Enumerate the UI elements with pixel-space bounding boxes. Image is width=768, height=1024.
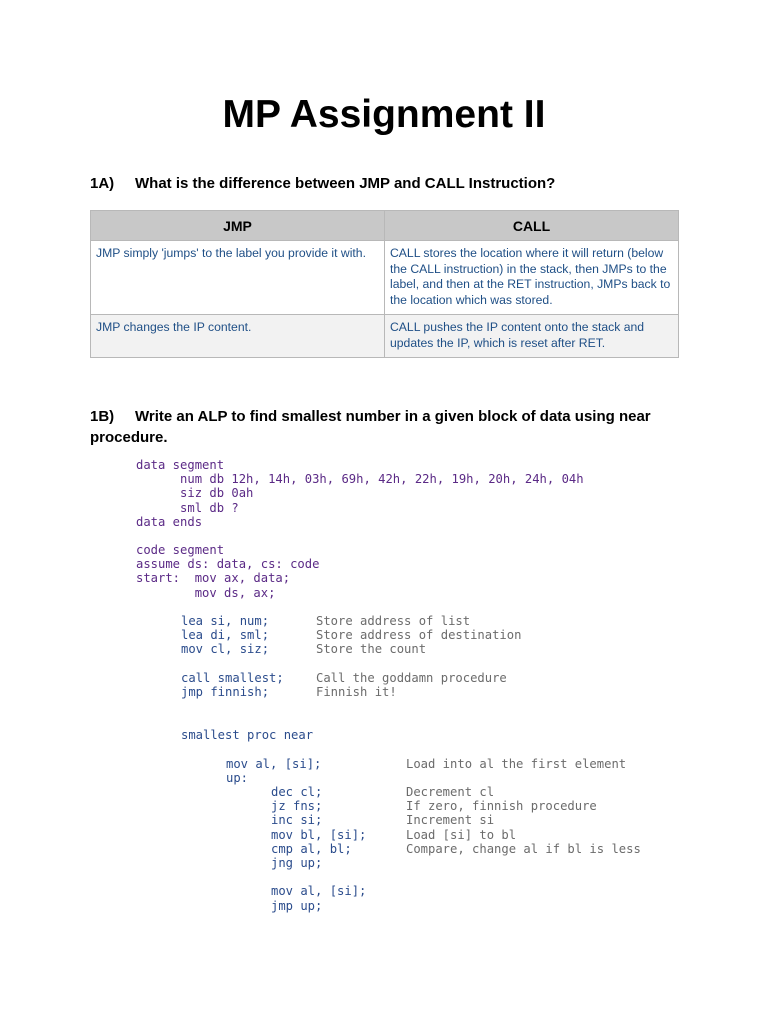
table-cell: JMP simply 'jumps' to the label you provide it with. (91, 241, 385, 315)
table-cell: CALL stores the location where it will return (below the CALL instruction) in the stack, then JMPs to the label, and then at the RET instruction, JMPs back to the location which was stored. (385, 241, 679, 315)
table-header-jmp: JMP (91, 211, 385, 241)
code-setup-comments: Store address of list Store address of destination Store the count (316, 614, 522, 657)
comparison-table (90, 210, 679, 358)
code-loop-comments: Decrement cl If zero, finnish procedure Increment si Load [si] to bl Compare, change al if bl is less (406, 785, 641, 856)
table-cell: JMP changes the IP content. (91, 315, 385, 358)
table-header-call: CALL (385, 211, 679, 241)
code-proc-body: mov al, [si]; up: (226, 757, 322, 786)
code-setup-instructions: lea si, num; lea di, sml; mov cl, siz; (181, 614, 270, 657)
table-row (91, 315, 679, 358)
code-proc-header: smallest proc near (181, 728, 314, 742)
question-number: 1B) (90, 408, 115, 425)
question-text: What is the difference between JMP and CALL Instruction? (135, 175, 556, 192)
code-data-segment: data segment num db 12h, 14h, 03h, 69h, 42h, 22h, 19h, 20h, 24h, 04h siz db 0ah sml db ? data ends (136, 458, 584, 529)
question-text: Write an ALP to find smallest number in a given block of data using near procedure. (90, 408, 651, 446)
code-segment-header: code segment assume ds: data, cs: code start: mov ax, data; mov ds, ax; (136, 543, 320, 600)
table-row (91, 241, 679, 315)
code-loop-instructions: dec cl; jz fns; inc si; mov bl, [si]; cmp al, bl; jng up; mov al, [si]; jmp up; (271, 785, 367, 913)
table-header-row (91, 211, 679, 241)
question-number: 1A) (90, 175, 115, 192)
code-call-comments: Call the goddamn procedure Finnish it! (316, 671, 507, 700)
question-1a (90, 175, 555, 192)
code-proc-comment: Load into al the first element (406, 757, 627, 771)
table-cell: CALL pushes the IP content onto the stack and updates the IP, which is reset after RET. (385, 315, 679, 358)
page-title: MP Assignment II (222, 93, 546, 136)
question-1b (90, 406, 680, 448)
code-call-instructions: call smallest; jmp finnish; (181, 671, 284, 700)
